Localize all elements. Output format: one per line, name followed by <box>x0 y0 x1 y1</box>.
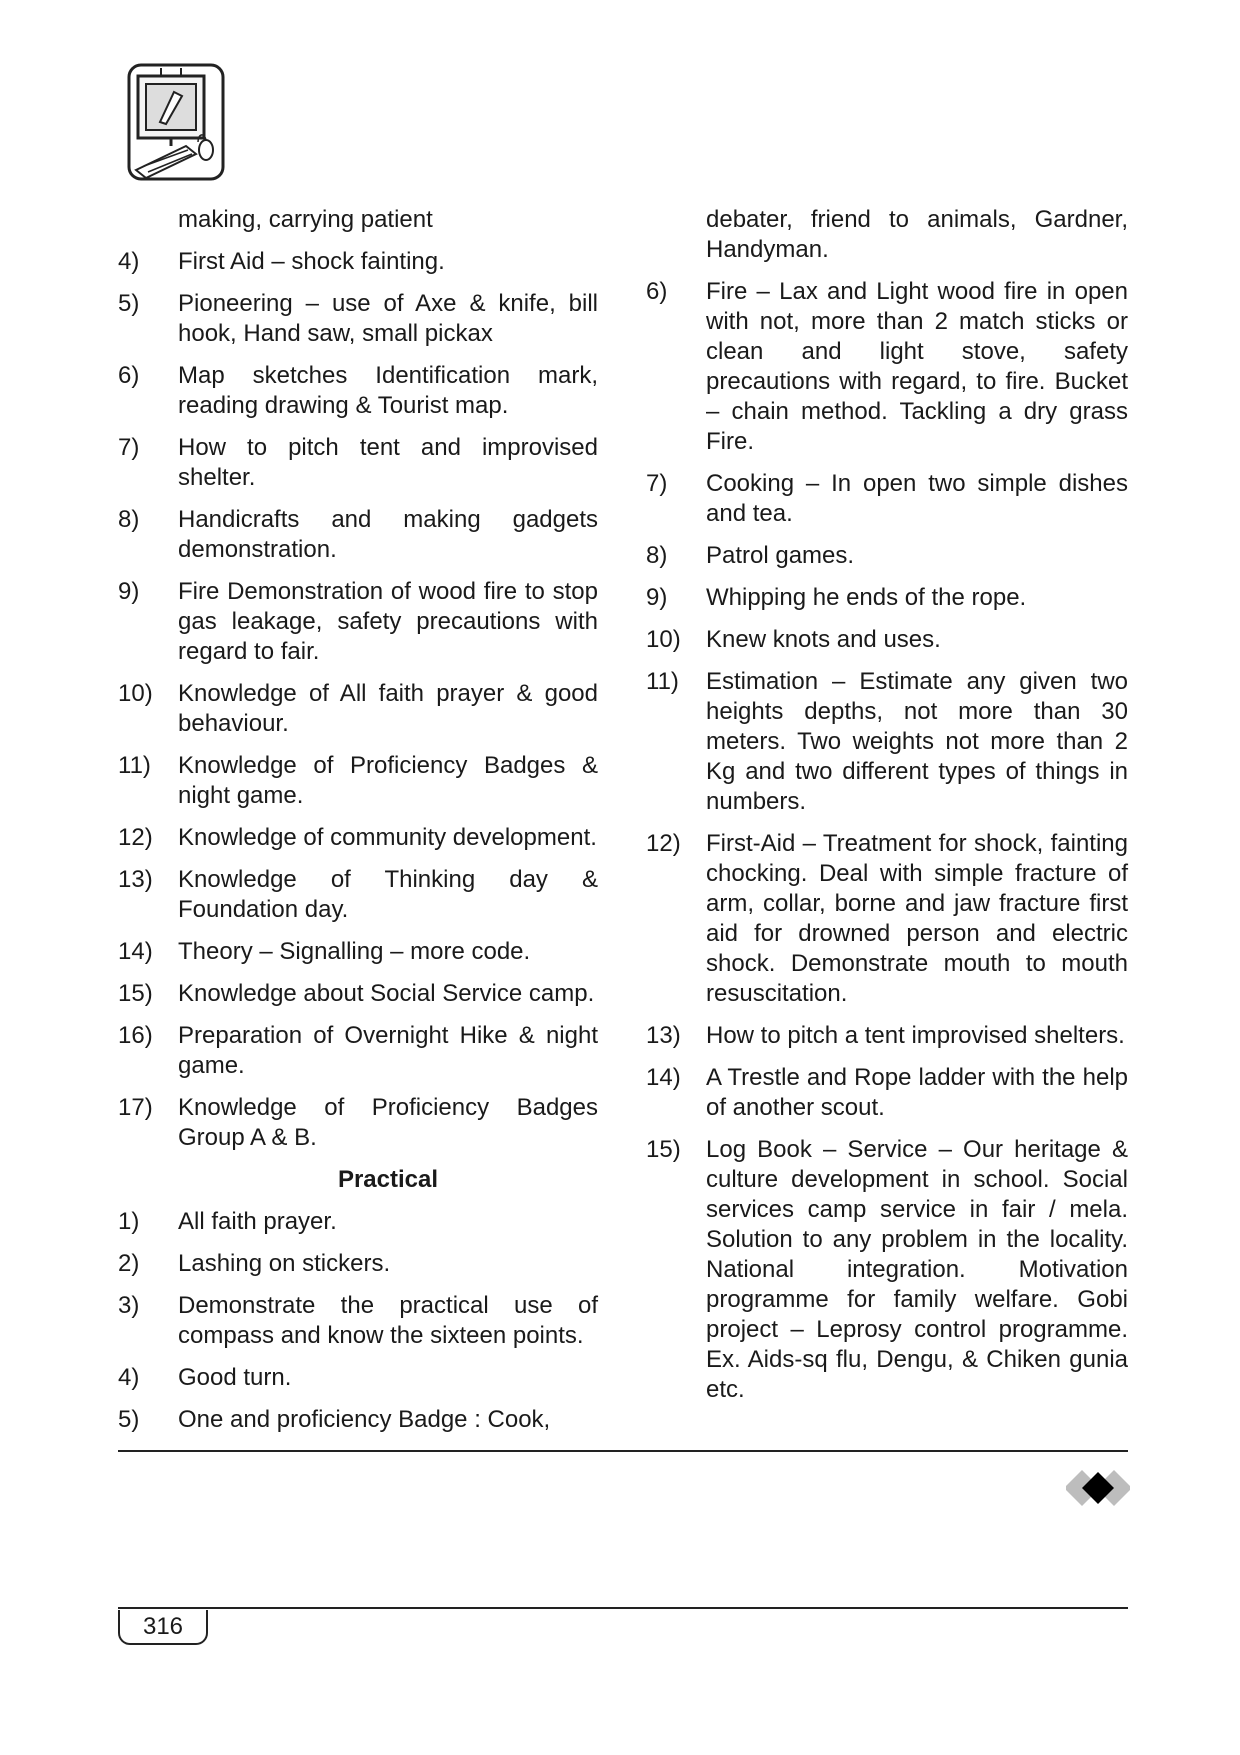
item-number: 6) <box>118 362 140 389</box>
item-number: 10) <box>646 626 681 653</box>
item-text: Good turn. <box>178 1364 292 1391</box>
list-item <box>118 1021 598 1081</box>
section-divider <box>118 1450 1128 1452</box>
right-column <box>646 205 1128 1417</box>
item-number: 8) <box>118 506 140 533</box>
list-item <box>118 937 598 967</box>
item-number: 12) <box>118 824 153 851</box>
item-number: 4) <box>118 248 140 275</box>
item-number: 14) <box>118 938 153 965</box>
list-item <box>118 1207 598 1237</box>
item-text: Knowledge of All faith prayer & good behaviour. <box>178 680 598 737</box>
item-text: Handicrafts and making gadgets demonstration. <box>178 506 598 563</box>
list-item <box>118 433 598 493</box>
item-text: Lashing on stickers. <box>178 1250 391 1277</box>
list-item <box>118 247 598 277</box>
item-number: 9) <box>118 578 140 605</box>
item-text: One and proficiency Badge : Cook, <box>178 1406 551 1433</box>
list-item <box>118 751 598 811</box>
footer-divider <box>118 1607 1128 1609</box>
item-number: 15) <box>646 1136 681 1163</box>
continuation-text: debater, friend to animals, Gardner, Handyman. <box>706 206 1128 263</box>
practical-heading: Practical <box>337 1166 439 1193</box>
item-text: Demonstrate the practical use of compass and know the sixteen points. <box>178 1292 598 1349</box>
list-item <box>118 577 598 667</box>
list-item <box>646 541 1128 571</box>
item-text: Fire Demonstration of wood fire to stop gas leakage, safety precautions with regard to fair. <box>178 578 598 665</box>
item-number: 15) <box>118 980 153 1007</box>
list-item <box>646 667 1128 817</box>
item-text: All faith prayer. <box>178 1208 337 1235</box>
diamonds-icon <box>1066 1468 1130 1508</box>
item-number: 5) <box>118 290 140 317</box>
item-number: 17) <box>118 1094 153 1121</box>
list-item <box>646 625 1128 655</box>
item-number: 5) <box>118 1406 140 1433</box>
item-text: Estimation – Estimate any given two heights depths, not more than 30 meters. Two weights not more than 2 Kg and two different types of things in numbers. <box>706 668 1128 815</box>
item-text: Log Book – Service – Our heritage & culture development in school. Social services camp service in fair / mela. Solution to any problem in the locality. National integration. Motivation programme for family welfare. Gobi project – Leprosy control programme. Ex. Aids-sq flu, Dengu, & Chiken gunia etc. <box>706 1136 1128 1403</box>
item-number: 11) <box>646 668 679 695</box>
list-item <box>646 1021 1128 1051</box>
list-item <box>118 1249 598 1279</box>
list-item <box>118 1405 598 1435</box>
list-item <box>118 289 598 349</box>
item-text: Knowledge of community development. <box>178 824 597 851</box>
list-item <box>646 469 1128 529</box>
page-number: 316 <box>118 1610 208 1645</box>
item-number: 7) <box>646 470 668 497</box>
item-number: 2) <box>118 1250 140 1277</box>
item-number: 9) <box>646 584 668 611</box>
item-text: First-Aid – Treatment for shock, fainting chocking. Deal with simple fracture of arm, collar, borne and jaw fracture first aid for drowned person and electric shock. Demonstrate mouth to mouth resuscitation. <box>706 830 1128 1007</box>
item-number: 11) <box>118 752 151 779</box>
item-text: Map sketches Identification mark, reading drawing & Tourist map. <box>178 362 598 419</box>
list-item <box>646 829 1128 1009</box>
item-text: Knowledge of Thinking day & Foundation day. <box>178 866 598 923</box>
list-item <box>646 1063 1128 1123</box>
list-item <box>118 1093 598 1153</box>
item-number: 10) <box>118 680 153 707</box>
item-number: 3) <box>118 1292 140 1319</box>
left-column <box>118 205 598 1447</box>
item-number: 7) <box>118 434 140 461</box>
list-item <box>118 823 598 853</box>
list-item <box>118 1291 598 1351</box>
item-text: Pioneering – use of Axe & knife, bill hook, Hand saw, small pickax <box>178 290 598 347</box>
item-text: Patrol games. <box>706 542 855 569</box>
item-number: 1) <box>118 1208 140 1235</box>
computer-logo-icon <box>126 62 226 182</box>
item-number: 6) <box>646 278 668 305</box>
item-text: Preparation of Overnight Hike & night game. <box>178 1022 598 1079</box>
list-item <box>118 505 598 565</box>
continuation-text: making, carrying patient <box>178 206 433 233</box>
item-text: How to pitch tent and improvised shelter. <box>178 434 598 491</box>
item-text: A Trestle and Rope ladder with the help of another scout. <box>706 1064 1128 1121</box>
item-text: Cooking – In open two simple dishes and tea. <box>706 470 1128 527</box>
item-text: Knowledge of Proficiency Badges Group A & B. <box>178 1094 598 1151</box>
list-item <box>118 679 598 739</box>
list-item <box>118 361 598 421</box>
list-item <box>646 277 1128 457</box>
item-text: Knowledge of Proficiency Badges & night game. <box>178 752 598 809</box>
item-text: How to pitch a tent improvised shelters. <box>706 1022 1125 1049</box>
item-number: 14) <box>646 1064 681 1091</box>
list-item <box>646 1135 1128 1405</box>
item-number: 4) <box>118 1364 140 1391</box>
item-text: Knowledge about Social Service camp. <box>178 980 595 1007</box>
item-text: Whipping he ends of the rope. <box>706 584 1027 611</box>
item-number: 12) <box>646 830 681 857</box>
item-number: 8) <box>646 542 668 569</box>
list-item <box>118 979 598 1009</box>
item-number: 16) <box>118 1022 153 1049</box>
item-text: Fire – Lax and Light wood fire in open with not, more than 2 match sticks or clean and light stove, safety precautions with regard, to fire. Bucket – chain method. Tackling a dry grass Fire. <box>706 278 1128 455</box>
list-item <box>118 1363 598 1393</box>
item-text: First Aid – shock fainting. <box>178 248 445 275</box>
item-number: 13) <box>646 1022 681 1049</box>
list-item <box>118 865 598 925</box>
item-number: 13) <box>118 866 153 893</box>
item-text: Theory – Signalling – more code. <box>178 938 531 965</box>
list-item <box>646 583 1128 613</box>
item-text: Knew knots and uses. <box>706 626 941 653</box>
